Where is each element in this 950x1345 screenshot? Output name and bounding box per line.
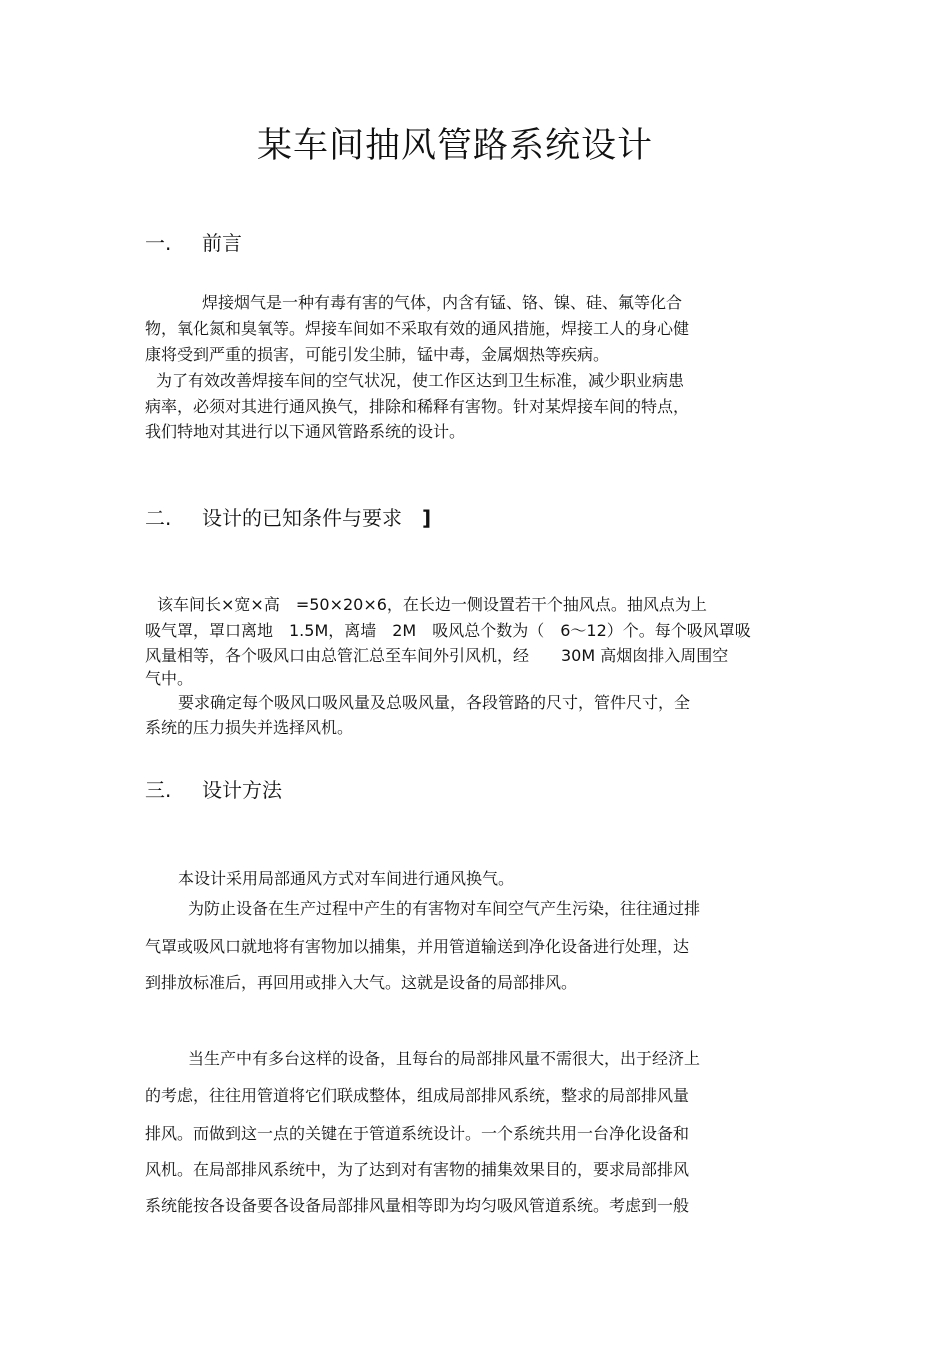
paragraph-line: 要求确定每个吸风口吸风量及总吸风量，各段管路的尺寸，管件尺寸，全: [178, 693, 691, 712]
paragraph-line: 该车间长×宽×高 =50×20×6，在长边一侧设置若干个抽风点。抽风点为上: [157, 595, 707, 614]
paragraph-line: 当生产中有多台这样的设备，且每台的局部排风量不需很大，出于经济上: [188, 1049, 701, 1068]
section-heading-3: [145, 775, 282, 805]
section-title: 前言: [202, 231, 242, 255]
paragraph-line: 排风。而做到这一点的关键在于管道系统设计。一个系统共用一台净化设备和: [145, 1124, 690, 1143]
paragraph-line: 我们特地对其进行以下通风管路系统的设计。: [145, 422, 466, 441]
paragraph-line: 焊接烟气是一种有毒有害的气体，内含有锰、铬、镍、硅、氟等化合: [202, 293, 683, 312]
paragraph-line: 系统能按各设备要各设备局部排风量相等即为均匀吸风管道系统。考虑到一般: [145, 1196, 690, 1215]
section-number: 二.: [145, 506, 172, 530]
section-title: 设计的已知条件与要求: [202, 506, 402, 530]
paragraph-line: 到排放标准后，再回用或排入大气。这就是设备的局部排风。: [145, 973, 578, 992]
paragraph-line: 病率，必须对其进行通风换气，排除和稀释有害物。针对某焊接车间的特点，: [145, 397, 690, 416]
paragraph-line: 气中。: [145, 669, 194, 688]
paragraph-line: 风量相等，各个吸风口由总管汇总至车间外引风机，经 30M 高烟囱排入周围空: [145, 646, 729, 665]
paragraph-line: 系统的压力损失并选择风机。: [145, 718, 354, 737]
document-title: 某车间抽风管路系统设计: [256, 126, 653, 166]
paragraph-line: 的考虑，往往用管道将它们联成整体，组成局部排风系统，整求的局部排风量: [145, 1086, 690, 1105]
paragraph-line: 本设计采用局部通风方式对车间进行通风换气。: [178, 869, 515, 888]
section-number: 三.: [145, 778, 172, 802]
section-title: 设计方法: [202, 778, 282, 802]
paragraph-line: 物，氧化氮和臭氧等。焊接车间如不采取有效的通风措施，焊接工人的身心健: [145, 319, 690, 338]
paragraph-line: 康将受到严重的损害，可能引发尘肺，锰中毒，金属烟热等疾病。: [145, 345, 610, 364]
paragraph-line: 为了有效改善焊接车间的空气状况，使工作区达到卫生标准，减少职业病患: [156, 371, 685, 390]
paragraph-line: 吸气罩，罩口离地 1.5M，离墙 2M 吸风总个数为（ 6～12）个。每个吸风罩吸: [145, 621, 751, 640]
section-number: 一.: [145, 231, 172, 255]
paragraph-line: 风机。在局部排风系统中，为了达到对有害物的捕集效果目的，要求局部排风: [145, 1160, 690, 1179]
section-heading-2: [145, 503, 431, 533]
paragraph-line: 为防止设备在生产过程中产生的有害物对车间空气产生污染，往往通过排: [188, 899, 701, 918]
paragraph-line: 气罩或吸风口就地将有害物加以捕集，并用管道输送到净化设备进行处理，达: [145, 937, 690, 956]
bracket-mark: ]: [422, 506, 432, 530]
section-heading-1: [145, 228, 242, 258]
